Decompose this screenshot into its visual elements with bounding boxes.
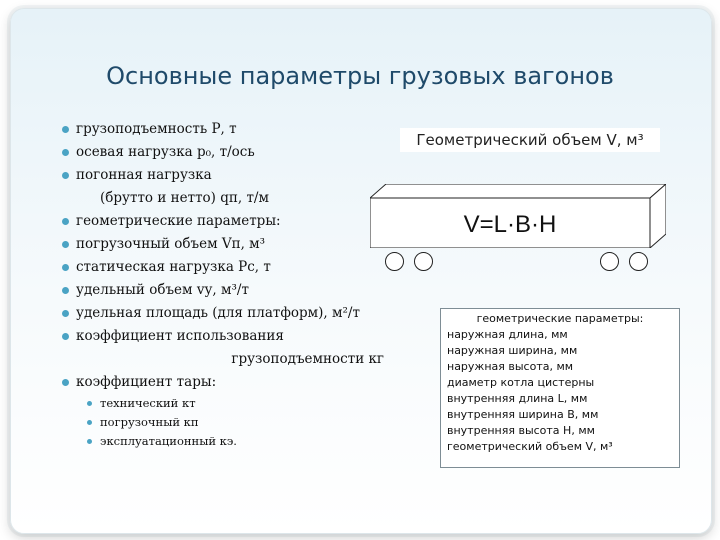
bullet-icon bbox=[62, 264, 69, 271]
bullet-icon bbox=[87, 420, 92, 425]
list-item-loading-volume: погрузочный объем Vп, м³ bbox=[76, 233, 406, 256]
params-row: наружная высота, мм bbox=[447, 360, 574, 373]
bullet-icon bbox=[62, 333, 69, 340]
list-item-linear-load: погонная нагрузка bbox=[76, 164, 406, 187]
list-item-tare: коэффициент тары: bbox=[76, 371, 406, 394]
list-item-specific-area: удельная площадь (для платформ), м²/т bbox=[76, 302, 406, 325]
list-item-specific-volume: удельный объем vу, м³/т bbox=[76, 279, 406, 302]
bullet-icon bbox=[62, 287, 69, 294]
params-row: наружная ширина, мм bbox=[447, 344, 578, 357]
bullet-icon bbox=[87, 401, 92, 406]
parameter-list bbox=[76, 118, 406, 451]
bullet-icon bbox=[62, 172, 69, 179]
params-header: геометрические параметры: bbox=[476, 312, 644, 325]
params-row: внутренняя высота Н, мм bbox=[447, 424, 595, 437]
sub-item-operational: эксплуатационный кэ. bbox=[76, 432, 406, 451]
wagon-box-diagram bbox=[370, 184, 666, 248]
wheel-icon bbox=[600, 252, 619, 271]
sub-item-loading: погрузочный кп bbox=[76, 413, 406, 432]
list-item-linear-load-cont: (брутто и нетто) qп, т/м bbox=[100, 190, 269, 206]
geometric-volume-title: Геометрический объем V, м³ bbox=[400, 128, 660, 152]
params-row: диаметр котла цистерны bbox=[447, 376, 595, 389]
list-item-static-load: статическая нагрузка Рс, т bbox=[76, 256, 406, 279]
params-row: внутренняя ширина В, мм bbox=[447, 408, 599, 421]
list-item-utilization-cont: грузоподъемности кг bbox=[231, 351, 384, 367]
params-row: геометрический объем V, м³ bbox=[447, 440, 613, 453]
wagon-top-face bbox=[370, 184, 666, 198]
slide-title: Основные параметры грузовых вагонов bbox=[106, 62, 614, 90]
bullet-icon bbox=[62, 310, 69, 317]
list-item-geometric: геометрические параметры: bbox=[76, 210, 406, 233]
geometric-params-box bbox=[440, 308, 680, 468]
bullet-icon bbox=[87, 439, 92, 444]
params-row: внутренняя длина L, мм bbox=[447, 392, 588, 405]
bullet-icon bbox=[62, 241, 69, 248]
bullet-icon bbox=[62, 379, 69, 386]
bullet-icon bbox=[62, 218, 69, 225]
list-item-axle-load: осевая нагрузка р₀, т/ось bbox=[76, 141, 406, 164]
list-item-capacity: грузоподъемность Р, т bbox=[76, 118, 406, 141]
volume-formula: V=L·B·H bbox=[463, 211, 557, 238]
wheel-icon bbox=[629, 252, 648, 271]
list-item-utilization: коэффициент использования bbox=[76, 325, 406, 348]
bullet-icon bbox=[62, 149, 69, 156]
wheel-icon bbox=[385, 252, 404, 271]
wheel-icon bbox=[414, 252, 433, 271]
bullet-icon bbox=[62, 126, 69, 133]
sub-item-technical: технический кт bbox=[76, 394, 406, 413]
params-row: наружная длина, мм bbox=[447, 328, 568, 341]
